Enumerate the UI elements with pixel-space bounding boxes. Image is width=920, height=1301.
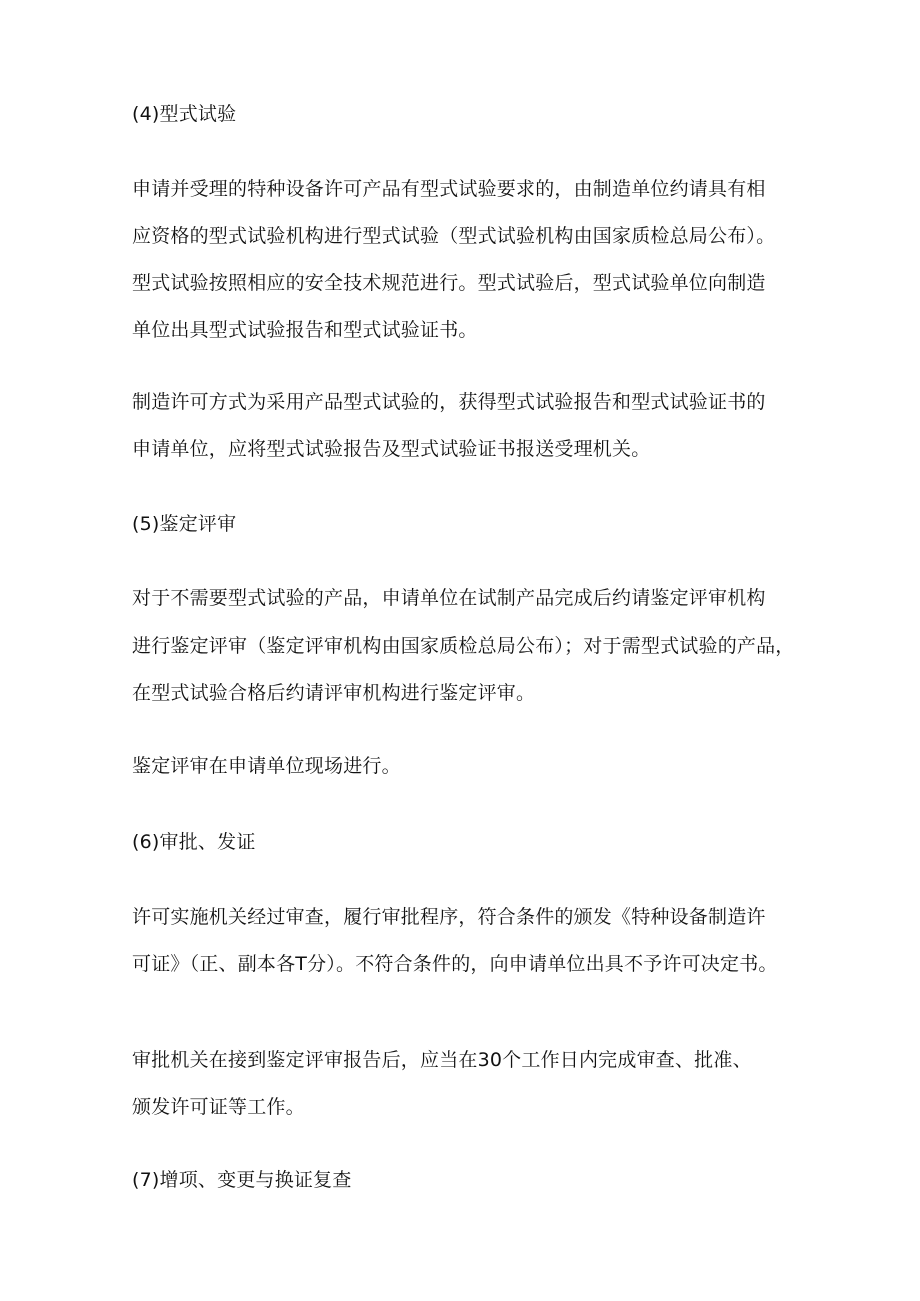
paragraph-line: 应资格的型式试验机构进行型式试验（型式试验机构由国家质检总局公布）。 <box>132 225 776 247</box>
paragraph-line: 可证》（正、副本各T分）。不符合条件的，向申请单位出具不予许可决定书。 <box>132 953 778 975</box>
paragraph-line: 审批机关在接到鉴定评审报告后，应当在30个工作日内完成审查、批准、 <box>132 1049 752 1071</box>
paragraph-line: 对于不需要型式试验的产品，申请单位在试制产品完成后约请鉴定评审机构 <box>132 587 766 609</box>
paragraph-line: 进行鉴定评审（鉴定评审机构由国家质检总局公布）；对于需型式试验的产品， <box>132 635 795 657</box>
paragraph-line: 许可实施机关经过审查，履行审批程序，符合条件的颁发《特种设备制造许 <box>132 906 766 928</box>
paragraph-line: 型式试验按照相应的安全技术规范进行。型式试验后，型式试验单位向制造 <box>132 272 766 294</box>
heading-approval-certification: (6)审批、发证 <box>132 831 256 853</box>
paragraph-line: 鉴定评审在申请单位现场进行。 <box>132 755 401 777</box>
heading-appraisal-review: (5)鉴定评审 <box>132 513 237 535</box>
paragraph-line: 申请单位，应将型式试验报告及型式试验证书报送受理机关。 <box>132 438 651 460</box>
paragraph-line: 申请并受理的特种设备许可产品有型式试验要求的，由制造单位约请具有相 <box>132 178 766 200</box>
heading-type-test: (4)型式试验 <box>132 103 237 125</box>
paragraph-line: 制造许可方式为采用产品型式试验的，获得型式试验报告和型式试验证书的 <box>132 391 766 413</box>
paragraph-line: 单位出具型式试验报告和型式试验证书。 <box>132 319 478 341</box>
heading-addition-change-renewal: (7)增项、变更与换证复查 <box>132 1169 352 1191</box>
paragraph-line: 颁发许可证等工作。 <box>132 1096 305 1118</box>
paragraph-line: 在型式试验合格后约请评审机构进行鉴定评审。 <box>132 682 536 704</box>
